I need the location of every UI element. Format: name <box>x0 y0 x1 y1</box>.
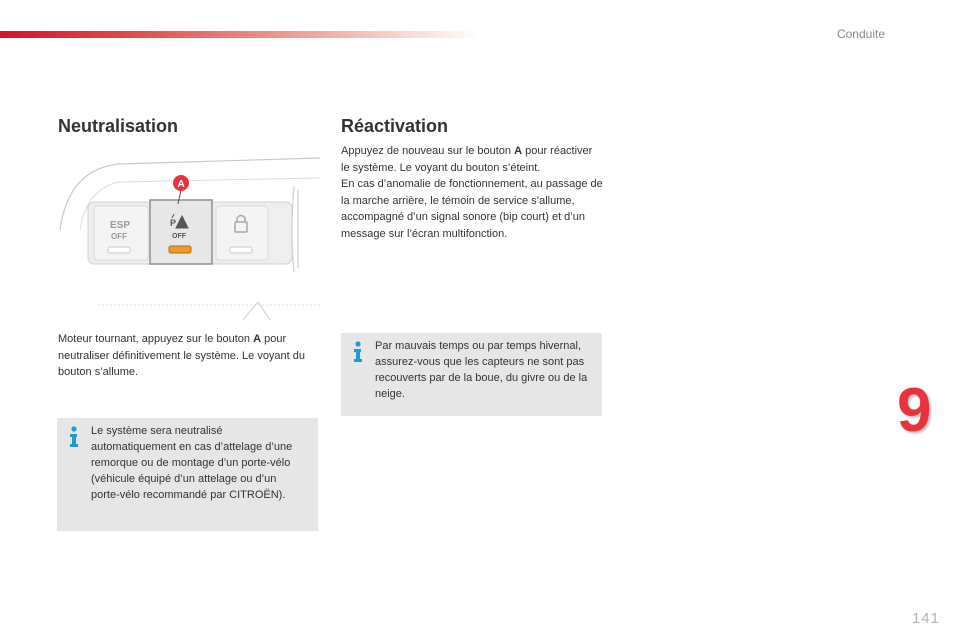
button-a-ref: A <box>253 333 262 345</box>
neutralisation-instructions: Moteur tournant, appuyez sur le bouton A pour neutraliser définitivement le système. Le voyant du bouton s’allume. <box>58 333 306 378</box>
park-off-label: OFF <box>172 233 186 240</box>
info-text-weather: Par mauvais temps ou par temps hivernal, assurez-vous que les capteurs ne sont pas recouverts par de la boue, du givre ou de la neige. <box>375 340 588 400</box>
page-number: 141 <box>911 610 940 627</box>
esp-button <box>94 206 148 260</box>
esp-indicator <box>108 247 130 253</box>
malfunction-paragraph: En cas d’anomalie de fonctionnement, au passage de la marche arrière, le témoin de service s’allume, accompagné d’un signal sonore (bip court) et d’un message sur l’écran multifonction. <box>341 178 603 240</box>
button-panel-illustration <box>58 150 320 320</box>
callout-a-label: A <box>177 179 185 190</box>
lock-indicator <box>230 247 252 253</box>
esp-label: ESP <box>110 220 131 231</box>
chapter-title: Conduite <box>836 27 885 41</box>
info-icon <box>352 341 364 363</box>
park-assist-button <box>150 200 212 264</box>
info-box-weather <box>341 333 602 416</box>
reactivation-instructions: Appuyez de nouveau sur le bouton A pour réactiver le système. Le voyant du bouton s’éteint. En cas d’anomalie de fonctionnement, au passage de la marche arrière, le témoin de service s’allume, accompagné d’un signal sonore (bip court) et d’un message sur l’écran multifonction. <box>341 143 603 242</box>
info-icon <box>68 426 80 448</box>
button-a-ref: A <box>514 145 523 157</box>
chapter-number: 9 <box>897 376 932 445</box>
header-accent-bar <box>0 31 480 38</box>
section-heading-reactivation: Réactivation <box>341 116 449 136</box>
park-assist-indicator <box>169 246 191 253</box>
section-heading-neutralisation: Neutralisation <box>58 116 179 136</box>
info-box-neutralisation <box>57 418 318 531</box>
lock-button <box>216 206 268 260</box>
svg-text:P: P <box>170 218 177 228</box>
info-text-neutralisation: Le système sera neutralisé automatiquement en cas d’attelage d’une remorque ou de montage d’un porte-vélo (véhicule équipé d’un attelage ou d’un porte-vélo recommandé par CITROËN). <box>91 425 293 501</box>
esp-off-label: OFF <box>111 232 127 241</box>
